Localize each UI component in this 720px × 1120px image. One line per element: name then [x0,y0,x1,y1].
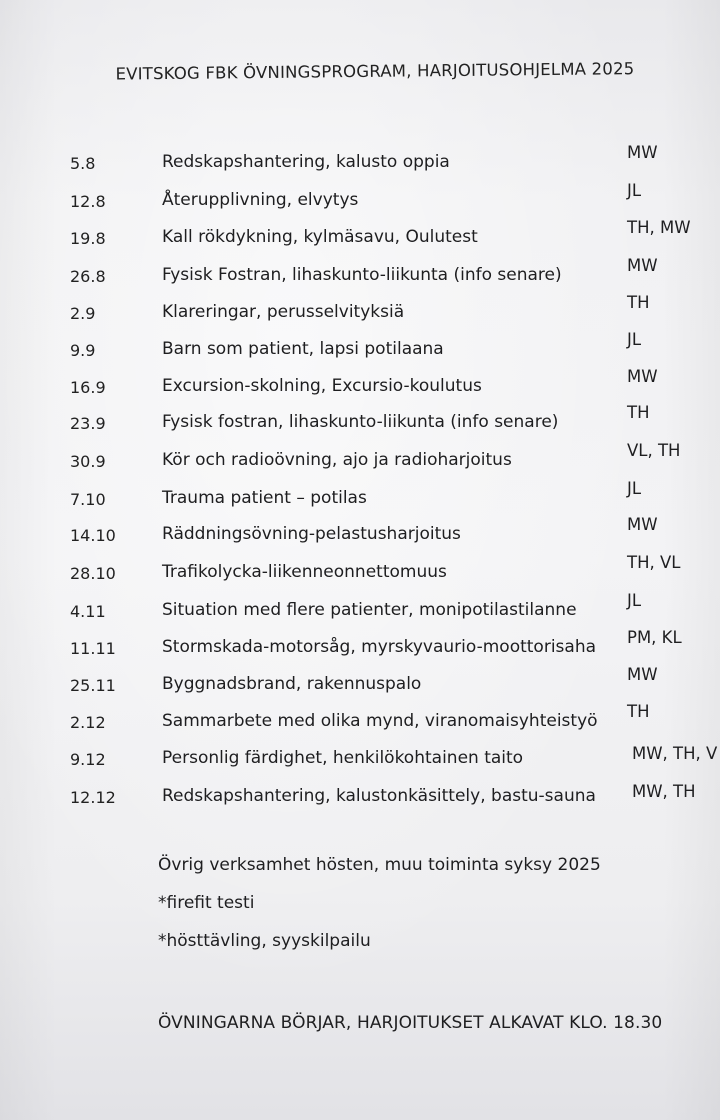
schedule-row [0,143,720,178]
schedule-leader: TH [627,702,650,721]
schedule-date: 28.10 [70,564,116,583]
schedule-activity: Räddningsövning-pelastusharjoitus [162,524,461,544]
schedule-leader: PM, KL [627,628,682,647]
schedule-leader: JL [627,330,642,349]
schedule-activity: Stormskada-motorsåg, myrskyvaurio-moottorisaha [162,637,597,657]
other-activity-item: *hösttävling, syyskilpailu [158,931,371,951]
schedule-activity: Excursion-skolning, Excursio-koulutus [162,376,482,396]
schedule-leader: MW [627,665,658,684]
schedule-leader: MW, TH [632,782,696,801]
other-activity-item: *firefit testi [158,893,255,913]
schedule-row [0,665,720,700]
schedule-row [0,293,720,328]
schedule-activity: Sammarbete med olika mynd, viranomaisyhteistyö [162,711,598,731]
schedule-activity: Barn som patient, lapsi potilaana [162,339,444,359]
schedule-date: 5.8 [70,154,96,173]
schedule-date: 4.11 [70,602,106,621]
schedule-date: 2.12 [70,713,106,732]
schedule-leader: MW [627,256,658,275]
schedule-row [0,744,720,774]
schedule-activity: Trauma patient – potilas [162,488,367,508]
schedule-activity: Personlig färdighet, henkilökohtainen taito [162,748,524,768]
schedule-row [0,403,720,438]
schedule-date: 11.11 [70,639,116,658]
schedule-activity: Trafikolycka-liikenneonnettomuus [162,562,447,582]
schedule-activity: Byggnadsbrand, rakennuspalo [162,674,422,694]
schedule-date: 23.9 [70,414,106,433]
schedule-row [0,553,720,588]
schedule-date: 30.9 [70,452,106,471]
schedule-activity: Redskapshantering, kalusto oppia [162,152,450,172]
other-activities [158,854,601,968]
schedule-leader: JL [627,591,642,610]
schedule-row [0,441,720,476]
schedule-leader: TH [627,403,650,422]
schedule-row [0,702,720,737]
schedule-leader: TH, VL [627,553,681,572]
schedule-row [0,782,720,812]
schedule-activity: Återupplivning, elvytys [162,190,359,210]
schedule-row [0,479,720,514]
schedule-activity: Kör och radioövning, ajo ja radioharjoitus [162,450,512,470]
schedule-leader: TH [627,293,650,312]
page-title: EVITSKOG FBK ÖVNINGSPROGRAM, HARJOITUSOHJELMA 2025 [115,59,635,84]
schedule-leader: MW [627,515,658,534]
schedule-row [0,218,720,253]
schedule-row [0,367,720,402]
schedule-leader: MW [627,367,658,386]
start-time-note: ÖVNINGARNA BÖRJAR, HARJOITUKSET ALKAVAT KLO. 18.30 [158,1013,663,1033]
schedule-leader: MW [627,143,658,162]
schedule-date: 9.12 [70,750,106,769]
schedule-row [0,330,720,365]
schedule-row [0,591,720,626]
schedule-activity: Klareringar, perusselvityksiä [162,302,405,322]
schedule-date: 16.9 [70,378,106,397]
schedule-date: 9.9 [70,341,96,360]
schedule-activity: Fysisk fostran, lihaskunto-liikunta (info senare) [162,412,559,432]
schedule-activity: Kall rökdykning, kylmäsavu, Oulutest [162,227,478,247]
schedule-date: 2.9 [70,304,96,323]
schedule-date: 14.10 [70,526,116,545]
schedule-date: 7.10 [70,490,106,509]
schedule-activity: Redskapshantering, kalustonkäsittely, bastu-sauna [162,786,596,806]
schedule-row [0,181,720,216]
schedule-date: 12.8 [70,192,106,211]
schedule-date: 19.8 [70,229,106,248]
schedule-leader: MW, TH, V [632,744,718,763]
schedule-row [0,628,720,663]
schedule-date: 12.12 [70,788,116,807]
other-activities-heading: Övrig verksamhet hösten, muu toiminta syksy 2025 [158,855,601,875]
schedule-date: 26.8 [70,267,106,286]
schedule-leader: VL, TH [627,441,681,460]
schedule-activity: Fysisk Fostran, lihaskunto-liikunta (info senare) [162,265,562,285]
schedule-row [0,515,720,550]
schedule-date: 25.11 [70,676,116,695]
schedule-leader: JL [627,181,642,200]
schedule-leader: JL [627,479,642,498]
schedule-row [0,256,720,291]
schedule-leader: TH, MW [627,218,691,237]
schedule-activity: Situation med flere patienter, monipotilastilanne [162,600,577,620]
